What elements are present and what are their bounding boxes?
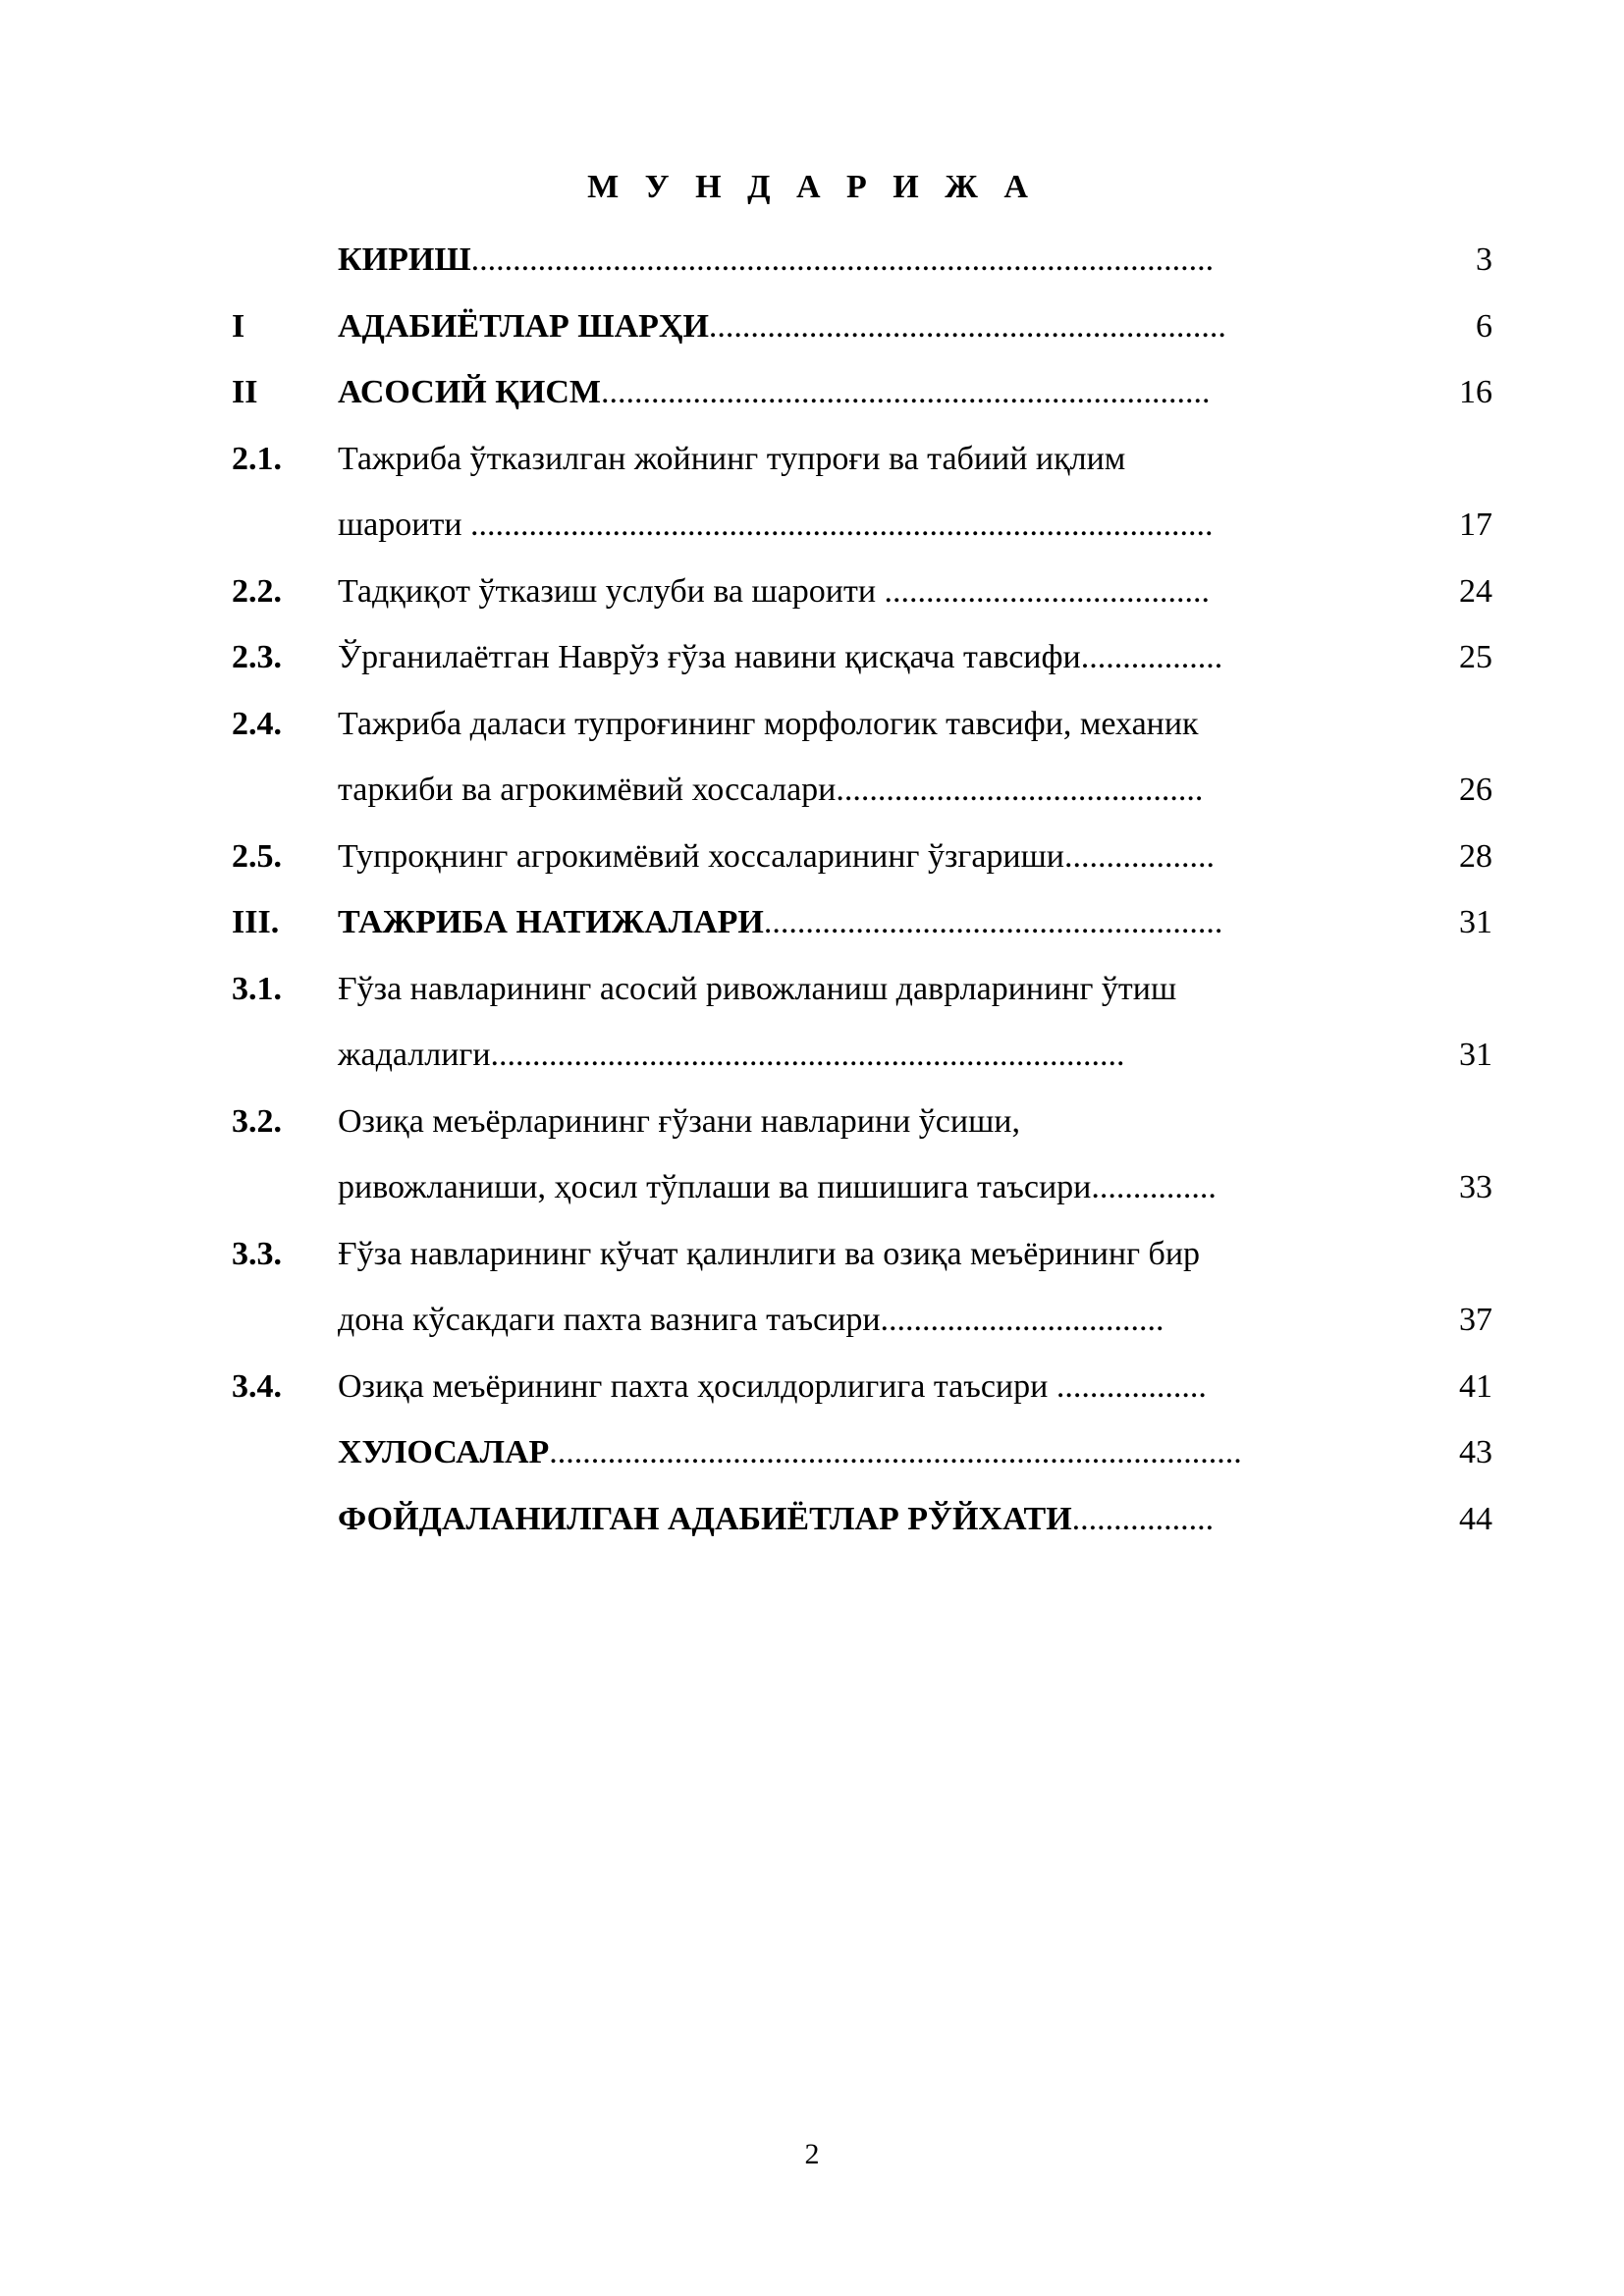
toc-entry-text: дона кўсакдаги пахта вазнига таъсири.................................. xyxy=(338,1302,1164,1338)
toc-entry-number: 3.1. xyxy=(232,971,282,1007)
toc-entry-page: 41 xyxy=(1459,1368,1492,1405)
toc-entry-text: Тупроқнинг агрокимёвий хоссаларининг ўзгариши.................. xyxy=(338,838,1215,875)
toc-entry-number: II xyxy=(232,374,258,410)
toc-entry-page: 28 xyxy=(1459,838,1492,875)
toc-entry-text: Ғўза навларининг асосий ривожланиш даврларининг ўтиш xyxy=(338,971,1177,1007)
toc-entry-page: 3 xyxy=(1476,241,1492,278)
toc-entry-page: 31 xyxy=(1459,904,1492,940)
toc-entry-text: Озиқа меъёрининг пахта ҳосилдорлигига таъсири .................. xyxy=(338,1368,1207,1405)
toc-entry-text: Ўрганилаётган Наврўз ғўза навини қисқача тавсифи................. xyxy=(338,639,1223,675)
toc-entry-page: 26 xyxy=(1459,772,1492,808)
toc-entry-page: 37 xyxy=(1459,1302,1492,1338)
toc-entry-text: Ғўза навларининг кўчат қалинлиги ва озиқа меъёрининг бир xyxy=(338,1236,1201,1272)
toc-entry-text: Тажриба ўтказилган жойнинг тупроғи ва табиий иқлим xyxy=(338,441,1126,477)
toc-entry-page: 33 xyxy=(1459,1169,1492,1205)
toc-entry-text: КИРИШ......................................................................................... xyxy=(338,241,1215,278)
toc-entry-text: ФОЙДАЛАНИЛГАН АДАБИЁТЛАР РЎЙХАТИ................. xyxy=(338,1501,1215,1537)
toc-entry-text: таркиби ва агрокимёвий хоссалари............................................ xyxy=(338,772,1204,808)
toc-entry-text: ривожланиши, ҳосил тўплаши ва пишишига таъсири............... xyxy=(338,1169,1217,1205)
toc-entry-text: Тажриба даласи тупроғининг морфологик тавсифи, механик xyxy=(338,706,1199,742)
toc-entry-number: 2.5. xyxy=(232,838,282,875)
toc-entry-number: 2.3. xyxy=(232,639,282,675)
toc-entry-text: ХУЛОСАЛАР................................................................................... xyxy=(338,1434,1242,1470)
toc-entry-text: АДАБИЁТЛАР ШАРҲИ.............................................................. xyxy=(338,308,1226,345)
toc-entry-page: 31 xyxy=(1459,1037,1492,1073)
toc-entry-text: шароити ......................................................................................... xyxy=(338,507,1214,543)
toc-entry-page: 44 xyxy=(1459,1501,1492,1537)
toc-entry-text: Тадқиқот ўтказиш услуби ва шароити ....................................... xyxy=(338,573,1211,610)
toc-entry-text: АСОСИЙ ҚИСМ......................................................................... xyxy=(338,374,1211,410)
toc-entry-page: 17 xyxy=(1459,507,1492,543)
toc-entry-number: 3.3. xyxy=(232,1236,282,1272)
page-title: М У Н Д А Р И Ж А xyxy=(587,169,1037,205)
toc-entry-number: 2.2. xyxy=(232,573,282,610)
toc-entry-text: Озиқа меъёрларининг ғўзани навларини ўсиши, xyxy=(338,1103,1020,1140)
toc-entry-page: 6 xyxy=(1476,308,1492,345)
page-number: 2 xyxy=(804,2138,820,2170)
toc-entry-number: 2.1. xyxy=(232,441,282,477)
toc-entry-text: ТАЖРИБА НАТИЖАЛАРИ....................................................... xyxy=(338,904,1223,940)
toc-entry-text: жадаллиги............................................................................ xyxy=(338,1037,1125,1073)
toc-entry-number: 3.2. xyxy=(232,1103,282,1140)
toc-entry-page: 43 xyxy=(1459,1434,1492,1470)
toc-entry-number: 3.4. xyxy=(232,1368,282,1405)
toc-entry-page: 25 xyxy=(1459,639,1492,675)
toc-entry-number: I xyxy=(232,308,245,345)
toc-entry-number: 2.4. xyxy=(232,706,282,742)
toc-entry-page: 16 xyxy=(1459,374,1492,410)
toc-entry-number: III. xyxy=(232,904,280,940)
toc-entry-page: 24 xyxy=(1459,573,1492,610)
